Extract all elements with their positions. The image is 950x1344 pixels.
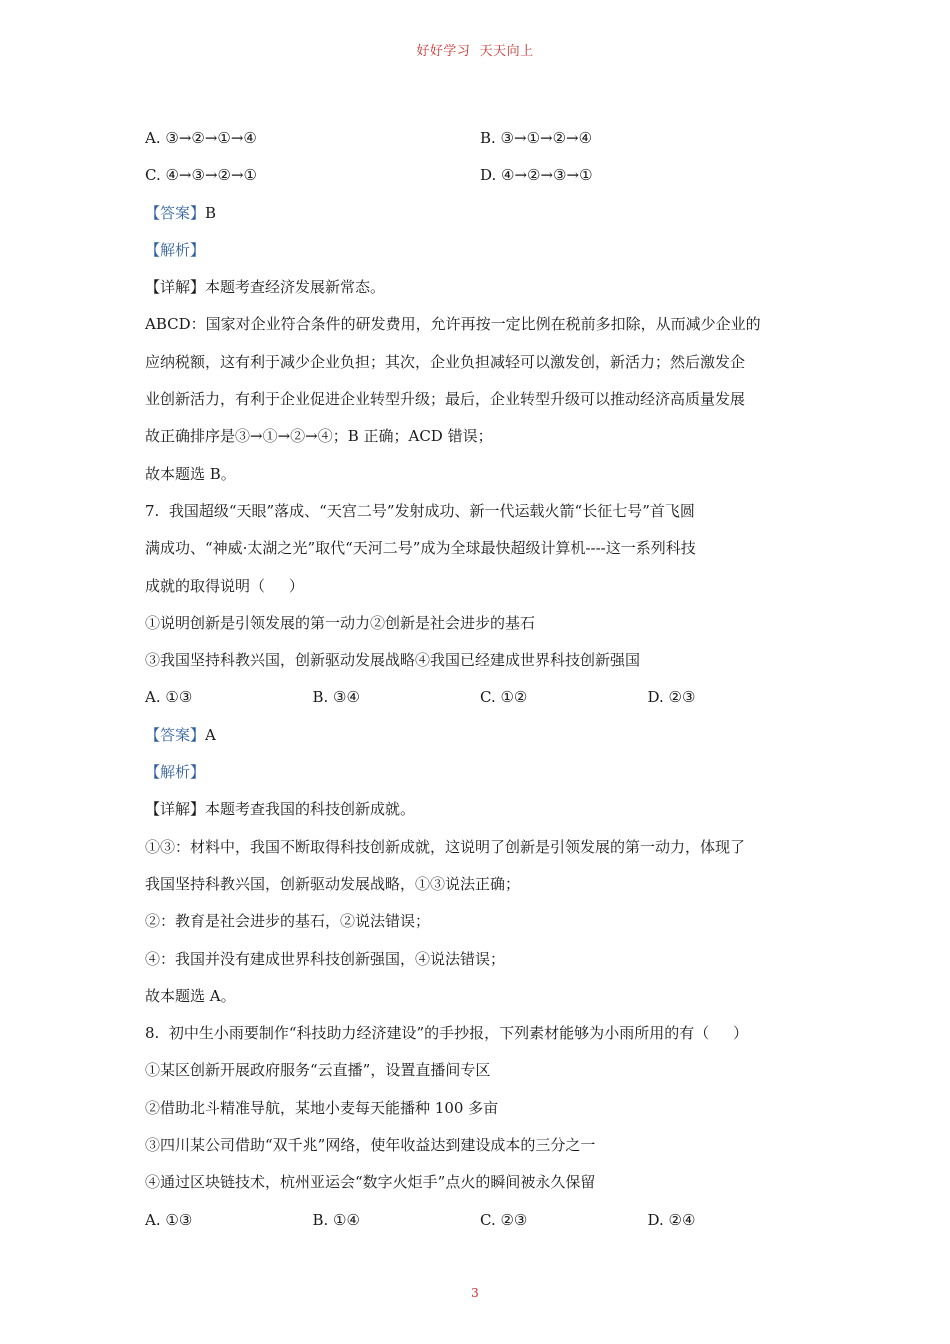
q7-detail: 【详解】本题考查我国的科技创新成就。 <box>145 800 416 819</box>
q6-options-row-1 <box>145 120 815 157</box>
q7-statement: ①说明创新是引领发展的第一动力②创新是社会进步的基石 <box>145 613 536 632</box>
q6-option-c: C. ④→③→②→① <box>145 166 257 185</box>
q6-option-d: D. ④→②→③→① <box>480 166 593 185</box>
q6-explanation-line: ABCD：国家对企业符合条件的研发费用，允许再按一定比例在税前多扣除，从而减少企业的 <box>145 315 761 334</box>
q8-options-row <box>145 1202 815 1239</box>
q6-option-b: B. ③→①→②→④ <box>480 129 593 147</box>
q8-option-c: C. ②③ <box>480 1210 528 1229</box>
q6-answer <box>145 195 815 232</box>
q8-statement: ②借助北斗精准导航，某地小麦每天能播种 100 多亩 <box>145 1098 499 1117</box>
q6-detail: 【详解】本题考查经济发展新常态。 <box>145 278 386 297</box>
q7-explanation-line: 我国坚持科教兴国，创新驱动发展战略，①③说法正确； <box>145 874 521 893</box>
q6-explanation-line: 业创新活力，有利于企业促进企业转型升级；最后，企业转型升级可以推动经济高质量发展 <box>145 390 746 409</box>
q7-statement: ③我国坚持科教兴国，创新驱动发展战略④我国已经建成世界科技创新强国 <box>145 651 641 670</box>
answer-tag: 【答案】 <box>145 725 206 744</box>
q7-answer <box>145 717 815 754</box>
q7-analysis-tag: 【解析】 <box>145 763 206 782</box>
q7-stem-line: 成就的取得说明（ ） <box>145 576 304 595</box>
answer-tag: 【答案】 <box>145 203 206 222</box>
q8-statement: ③四川某公司借助“双千兆”网络，使年收益达到建设成本的三分之一 <box>145 1136 596 1155</box>
q8-option-a: A. ①③ <box>145 1210 193 1229</box>
q8-stem: 8. 初中生小雨要制作“科技助力经济建设”的手抄报，下列素材能够为小雨所用的有（ ） <box>145 1024 749 1043</box>
page-header: 好好学习 天天向上 <box>416 44 534 59</box>
q7-explanation-line: ④：我国并没有建成世界科技创新强国，④说法错误； <box>145 949 506 968</box>
q8-statement: ④通过区块链技术，杭州亚运会“数字火炬手”点火的瞬间被永久保留 <box>145 1173 596 1192</box>
q7-explanation-line: ②：教育是社会进步的基石，②说法错误； <box>145 912 431 931</box>
answer-value: B <box>205 203 217 222</box>
q8-option-d: D. ②④ <box>647 1210 696 1229</box>
q6-analysis-tag: 【解析】 <box>145 240 206 259</box>
q7-conclusion: 故本题选 A。 <box>145 986 236 1005</box>
q7-option-b: B. ③④ <box>312 688 360 707</box>
q6-options-row-2 <box>145 157 815 194</box>
page-number: 3 <box>471 1286 479 1300</box>
q7-option-a: A. ①③ <box>145 688 193 707</box>
q7-explanation-line: ①③：材料中，我国不断取得科技创新成就，这说明了创新是引领发展的第一动力，体现了 <box>145 837 746 856</box>
q6-explanation-line: 应纳税额，这有利于减少企业负担；其次，企业负担减轻可以激发创，新活力；然后激发企 <box>145 352 746 371</box>
answer-value: A <box>205 725 216 744</box>
q7-option-c: C. ①② <box>480 688 528 707</box>
q6-option-a: A. ③→②→①→④ <box>145 129 257 147</box>
q8-option-b: B. ①④ <box>312 1210 360 1229</box>
q7-stem-line: 满成功、“神威·太湖之光”取代“天河二号”成为全球最快超级计算机----这一系列科技 <box>145 539 696 558</box>
q7-options-row <box>145 679 815 716</box>
document-body <box>145 120 815 1239</box>
q6-conclusion: 故本题选 B。 <box>145 464 236 483</box>
q6-explanation-line: 故正确排序是③→①→②→④；B 正确；ACD 错误； <box>145 427 493 446</box>
q8-statement: ①某区创新开展政府服务“云直播”，设置直播间专区 <box>145 1061 491 1080</box>
q7-stem-line: 7. 我国超级“天眼”落成、“天宫二号”发射成功、新一代运载火箭“长征七号”首飞圆 <box>145 501 695 520</box>
q7-option-d: D. ②③ <box>647 688 696 707</box>
